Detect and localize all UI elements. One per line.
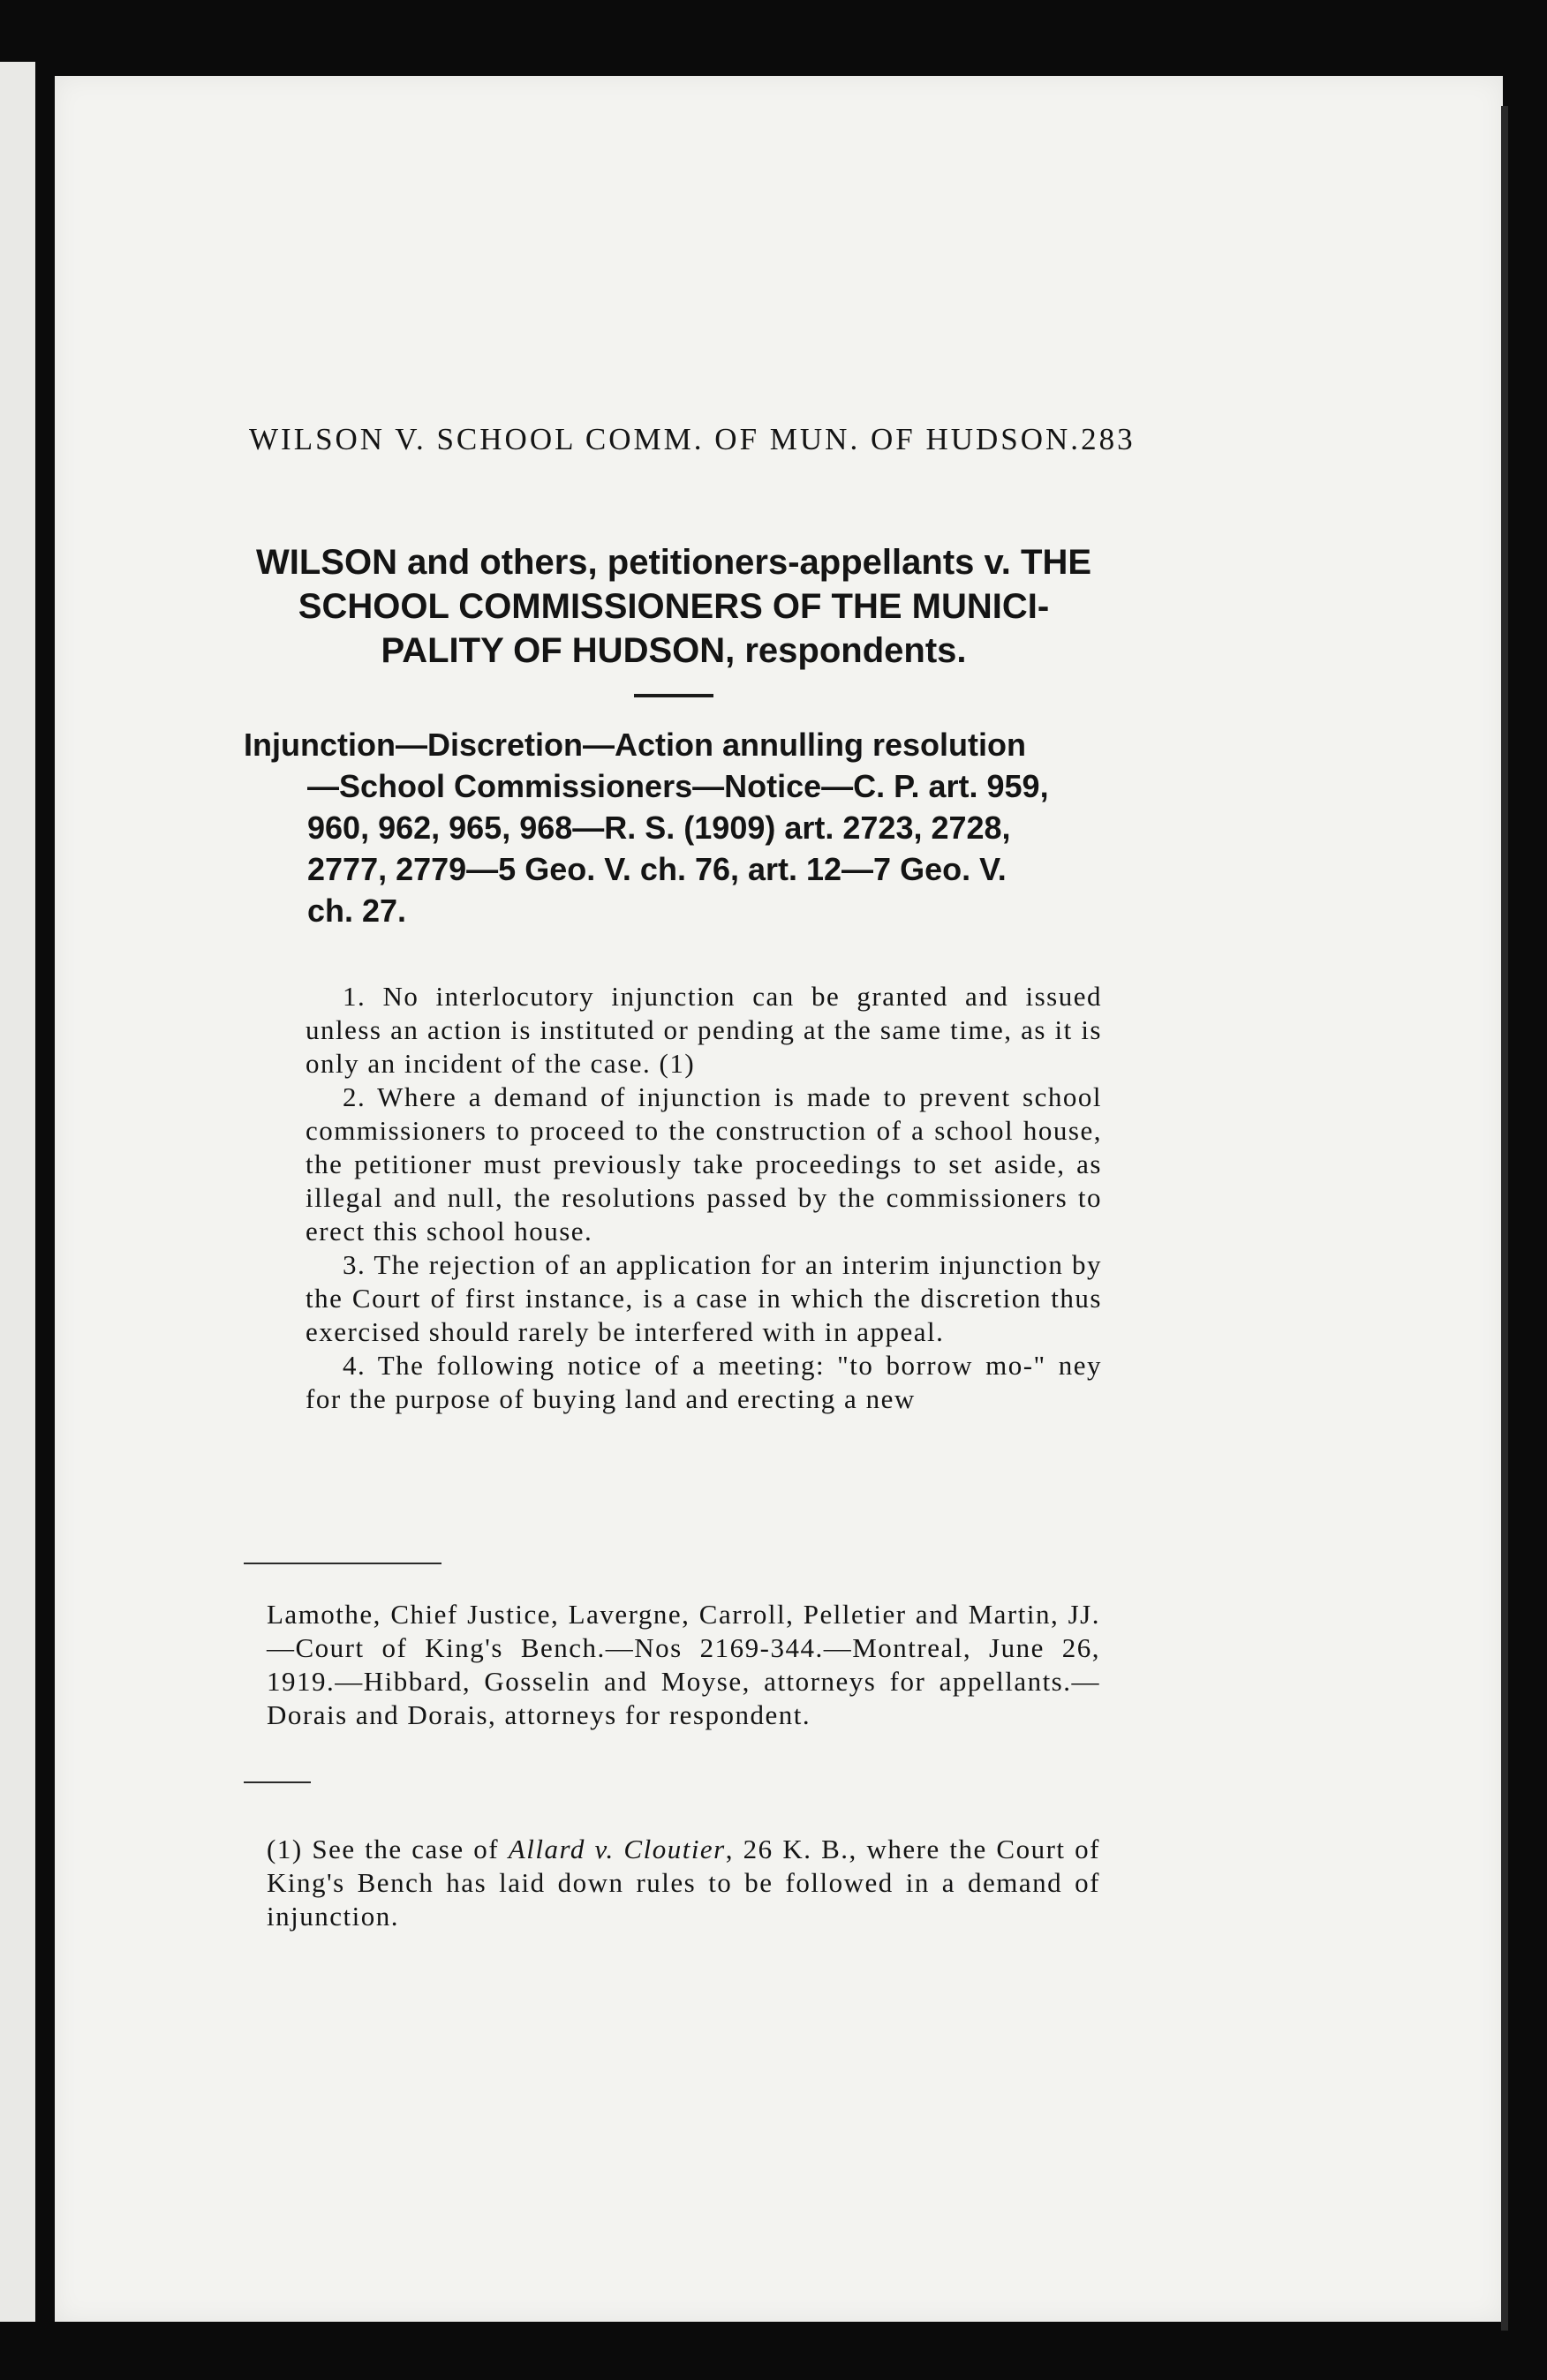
page-number: 283 (1081, 422, 1136, 456)
running-head-title: WILSON V. SCHOOL COMM. OF MUN. OF HUDSON. (249, 422, 1082, 456)
headnote-line: ch. 27. (307, 892, 407, 929)
syllabus-paragraph: 1. No interlocutory injunction can be granted and issued unless an action is instituted or pending at the same time, as it is only an incident of the case. (1) (306, 981, 1102, 1079)
footnote (267, 1833, 1100, 1933)
case-title (240, 540, 1107, 673)
headnote-line: 2777, 2779—5 Geo. V. ch. 76, art. 12—7 Geo. V. (307, 851, 1007, 887)
syllabus-paragraph: 3. The rejection of an application for an interim injunction by the Court of first instance, is a case in which the discretion thus exercised should rarely be interfered with in appeal. (306, 1249, 1102, 1347)
case-title-line: PALITY OF HUDSON, respondents. (381, 631, 967, 670)
headnote-line: —School Commissioners—Notice—C. P. art. 959, (307, 768, 1049, 804)
footnote-text: , 26 K. B., where the Court of King's Bench has laid down rules to be followed in a demand of injunction. (267, 1834, 1101, 1932)
footnote-case-name: Allard v. Cloutier (508, 1834, 726, 1864)
title-divider (634, 694, 713, 697)
syllabus-paragraph: 2. Where a demand of injunction is made to prevent school commissioners to proceed to the construction of a school house, the petitioner must previously take proceedings to set aside, as illegal and null, the resolutions passed by the commissioners to erect this school house. (306, 1081, 1102, 1246)
running-head (249, 422, 1136, 457)
case-title-line: SCHOOL COMMISSIONERS OF THE MUNICI- (298, 587, 1050, 626)
page-right-edge (1501, 106, 1508, 2331)
headnote (244, 724, 1109, 931)
footnote-marker: (1) (267, 1834, 303, 1864)
case-title-line: WILSON and others, petitioners-appellants v. THE (255, 543, 1092, 582)
headnote-line: Injunction—Discretion—Action annulling resolution (244, 727, 1026, 763)
syllabus (306, 980, 1102, 1416)
scan-left-edge (0, 62, 35, 2322)
headnote-line: 960, 962, 965, 968—R. S. (1909) art. 2723, 2728, (307, 810, 1011, 846)
footnote-text: See the case of (312, 1834, 500, 1864)
footnote-divider (244, 1781, 311, 1783)
section-divider (244, 1563, 441, 1564)
court-info: Lamothe, Chief Justice, Lavergne, Carroll, Pelletier and Martin, JJ.—Court of King's Bench.—Nos 2169-344.—Montreal, June 26, 1919.—Hibbard, Gosselin and Moyse, attorneys for appellants.—Dorais and Dorais, attorneys for respondent. (267, 1599, 1100, 1730)
syllabus-paragraph: 4. The following notice of a meeting: "to borrow mo-" ney for the purpose of buying land and erecting a new (306, 1350, 1102, 1414)
